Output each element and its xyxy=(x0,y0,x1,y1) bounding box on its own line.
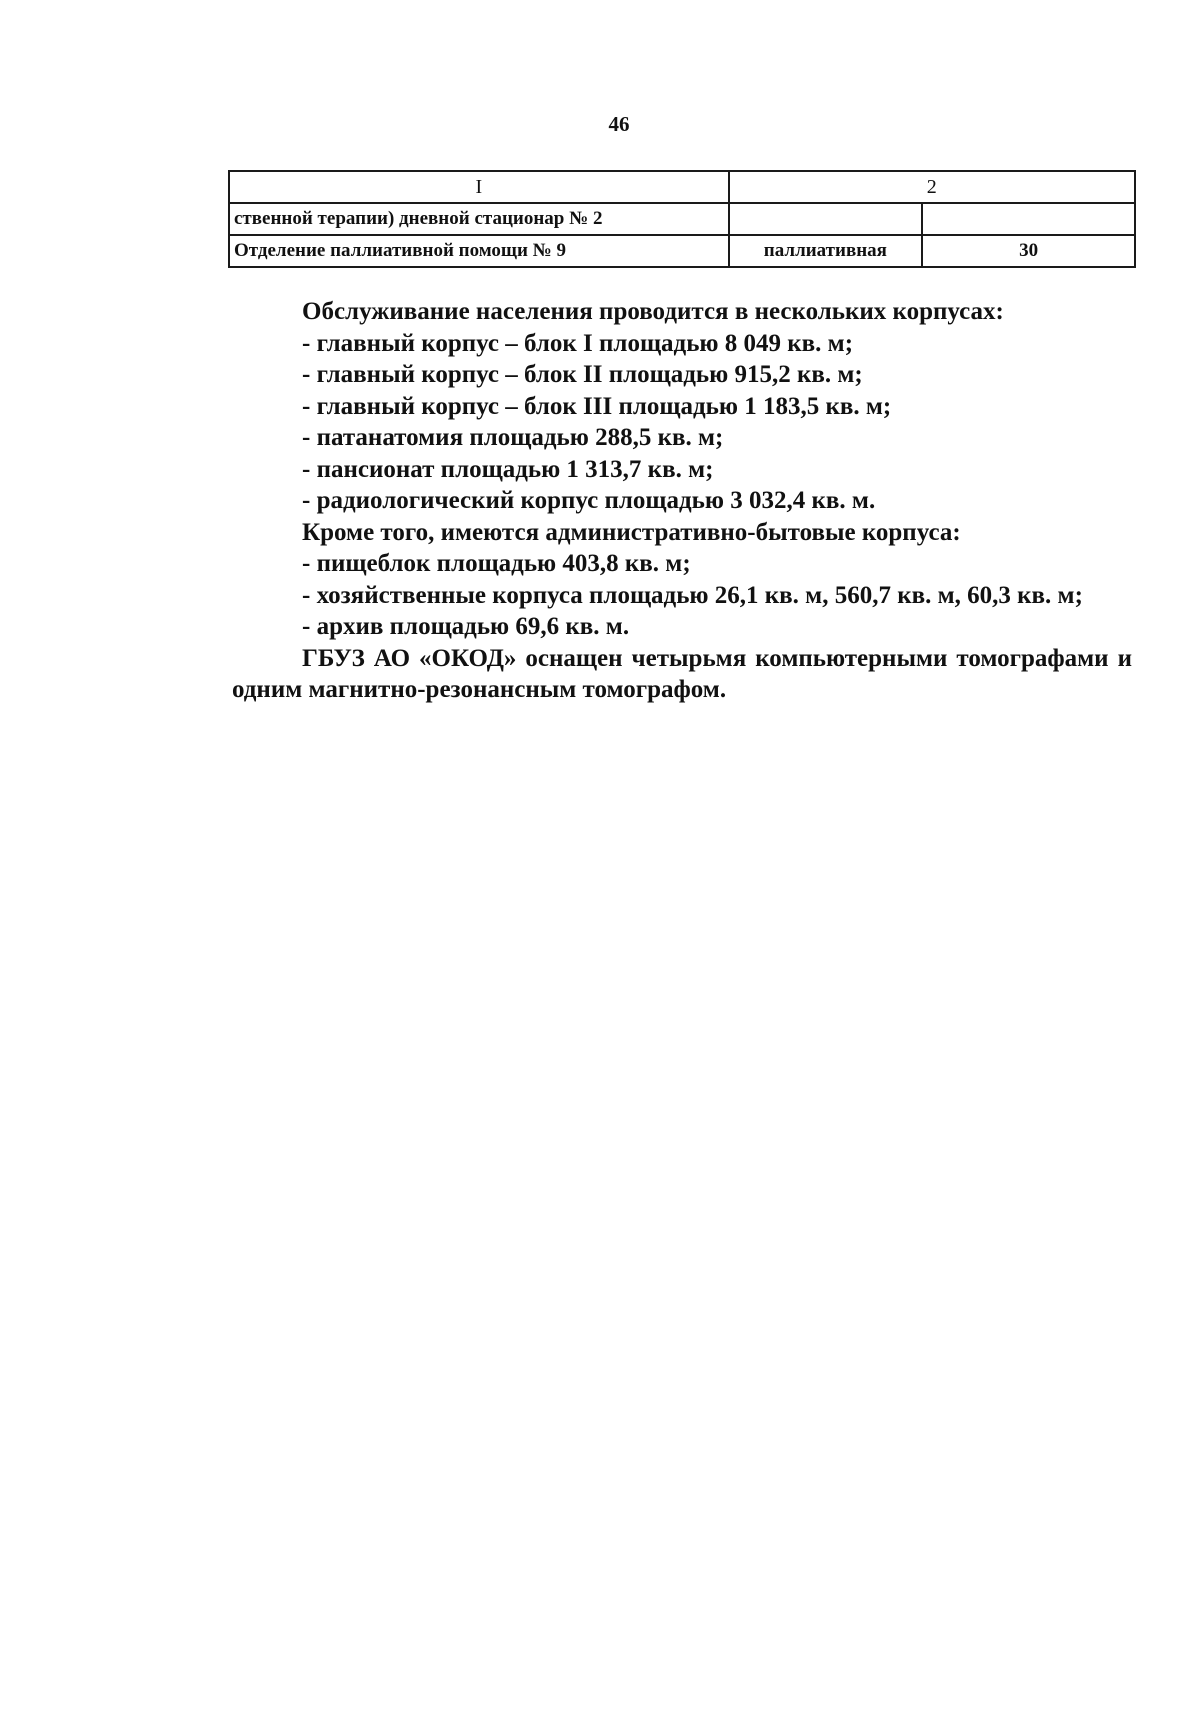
admin-building-item: - хозяйственные корпуса площадью 26,1 кв. м, 560,7 кв. м, 60,3 кв. м; xyxy=(302,581,1083,609)
table-header-col-1: I xyxy=(229,171,729,203)
table-cell-type: паллиативная xyxy=(729,235,923,267)
departments-table xyxy=(228,170,1136,268)
table-header-col-2: 2 xyxy=(729,171,1135,203)
table-cell-name: ственной терапии) дневной стационар № 2 xyxy=(229,203,729,235)
equipment-paragraph-line-1: ГБУЗ АО «ОКОД» оснащен четырьмя компьютерными томографами и xyxy=(302,644,1132,672)
building-item: - пансионат площадью 1 313,7 кв. м; xyxy=(302,455,714,483)
buildings-intro: Обслуживание населения проводится в нескольких корпусах: xyxy=(302,298,1004,325)
building-item: - главный корпус – блок III площадью 1 183,5 кв. м; xyxy=(302,392,892,420)
building-item: - главный корпус – блок II площадью 915,2 кв. м; xyxy=(302,361,863,388)
table-row xyxy=(229,235,1135,267)
admin-buildings-intro: Кроме того, имеются административно-бытовые корпуса: xyxy=(302,518,961,546)
table-cell-count xyxy=(922,203,1135,235)
document-body xyxy=(232,296,1132,706)
table-row xyxy=(229,203,1135,235)
admin-building-item: - архив площадью 69,6 кв. м. xyxy=(302,613,630,640)
building-item: - радиологический корпус площадью 3 032,4 кв. м. xyxy=(302,487,876,514)
table-header-row xyxy=(229,171,1135,203)
page-number: 46 xyxy=(608,112,630,136)
table-cell-type xyxy=(729,203,923,235)
admin-building-item: - пищеблок площадью 403,8 кв. м; xyxy=(302,550,691,577)
table-cell-count: 30 xyxy=(922,235,1135,267)
equipment-paragraph-line-2: одним магнитно-резонансным томографом. xyxy=(232,676,727,703)
table-cell-name: Отделение паллиативной помощи № 9 xyxy=(229,235,729,267)
building-item: - патанатомия площадью 288,5 кв. м; xyxy=(302,424,724,451)
building-item: - главный корпус – блок I площадью 8 049 кв. м; xyxy=(302,329,854,357)
